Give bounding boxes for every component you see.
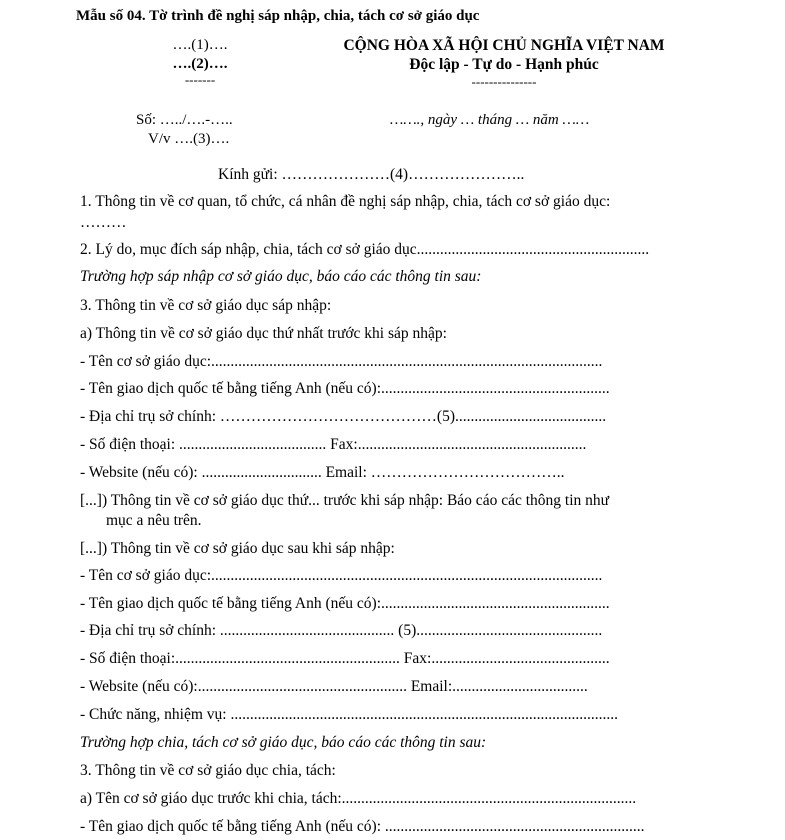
form-title: Mẫu số 04. Tờ trình đề nghị sáp nhập, chia, tách cơ sở giáo dục	[76, 8, 480, 24]
subsection-a-heading: a) Thông tin về cơ sở giáo dục thứ nhất trước khi sáp nhập:	[80, 325, 447, 342]
field-name-before-split: a) Tên cơ sở giáo dục trước khi chia, tách:............................................................................	[80, 790, 637, 807]
field-name: - Tên cơ sở giáo dục:.....................................................................................................	[80, 353, 603, 370]
org-line-2: ….(2)….	[172, 56, 228, 72]
field-functions-duties: - Chức năng, nhiệm vụ: ....................................................................................................	[80, 706, 618, 723]
field-website-email-after: - Website (nếu có):...................................................... Email:...................................	[80, 678, 588, 695]
field-website-email: - Website (nếu có): ............................... Email: ………………………………..	[80, 464, 565, 481]
section-1-blank: ………	[80, 214, 127, 231]
merge-case-note: Trường hợp sáp nhập cơ sở giáo dục, báo cáo các thông tin sau:	[80, 268, 482, 285]
field-phone-fax-after: - Số điện thoại:.......................................................... Fax:..............................................	[80, 650, 610, 667]
after-merge-heading: [...]) Thông tin về cơ sở giáo dục sau khi sáp nhập:	[80, 540, 395, 557]
other-institution-line: [...]) Thông tin về cơ sở giáo dục thứ... trước khi sáp nhập: Báo cáo các thông tin như	[80, 492, 610, 509]
document-number: Số: …../….-…..	[136, 112, 233, 128]
section-1-heading: 1. Thông tin về cơ quan, tổ chức, cá nhân đề nghị sáp nhập, chia, tách cơ sở giáo dục:	[80, 193, 611, 210]
document-date: ……., ngày … tháng … năm ……	[390, 112, 590, 128]
motto-rule: ---------------	[471, 74, 537, 89]
section-3-merge-heading: 3. Thông tin về cơ sở giáo dục sáp nhập:	[80, 297, 332, 314]
recipient-line: Kính gửi: …………………(4)…………………..	[218, 166, 525, 183]
field-name-after: - Tên cơ sở giáo dục:.....................................................................................................	[80, 567, 603, 584]
other-institution-continuation: mục a nêu trên.	[106, 512, 202, 529]
field-english-name: - Tên giao dịch quốc tế bằng tiếng Anh (nếu có):...........................................................	[80, 380, 610, 397]
section-2-heading: 2. Lý do, mục đích sáp nhập, chia, tách cơ sở giáo dục............................................................	[80, 241, 650, 258]
field-phone-fax: - Số điện thoại: ...................................... Fax:...........................................................	[80, 436, 587, 453]
section-3-split-heading: 3. Thông tin về cơ sở giáo dục chia, tách:	[80, 762, 336, 779]
split-case-note: Trường hợp chia, tách cơ sở giáo dục, báo cáo các thông tin sau:	[80, 734, 487, 751]
nation-name: CỘNG HÒA XÃ HỘI CHỦ NGHĨA VIỆT NAM	[343, 37, 665, 54]
field-english-name-split: - Tên giao dịch quốc tế bằng tiếng Anh (nếu có): ...................................................................	[80, 818, 645, 835]
field-address: - Địa chỉ trụ sở chính: ……………………………………(5).......................................	[80, 408, 607, 425]
motto: Độc lập - Tự do - Hạnh phúc	[409, 56, 599, 73]
org-rule: -------	[184, 72, 216, 87]
org-line-1: ….(1)….	[172, 37, 228, 53]
document-subject: V/v ….(3)….	[148, 131, 230, 147]
field-english-name-after: - Tên giao dịch quốc tế bằng tiếng Anh (nếu có):...........................................................	[80, 595, 610, 612]
field-address-after: - Địa chỉ trụ sở chính: ............................................. (5)................................................	[80, 622, 603, 639]
